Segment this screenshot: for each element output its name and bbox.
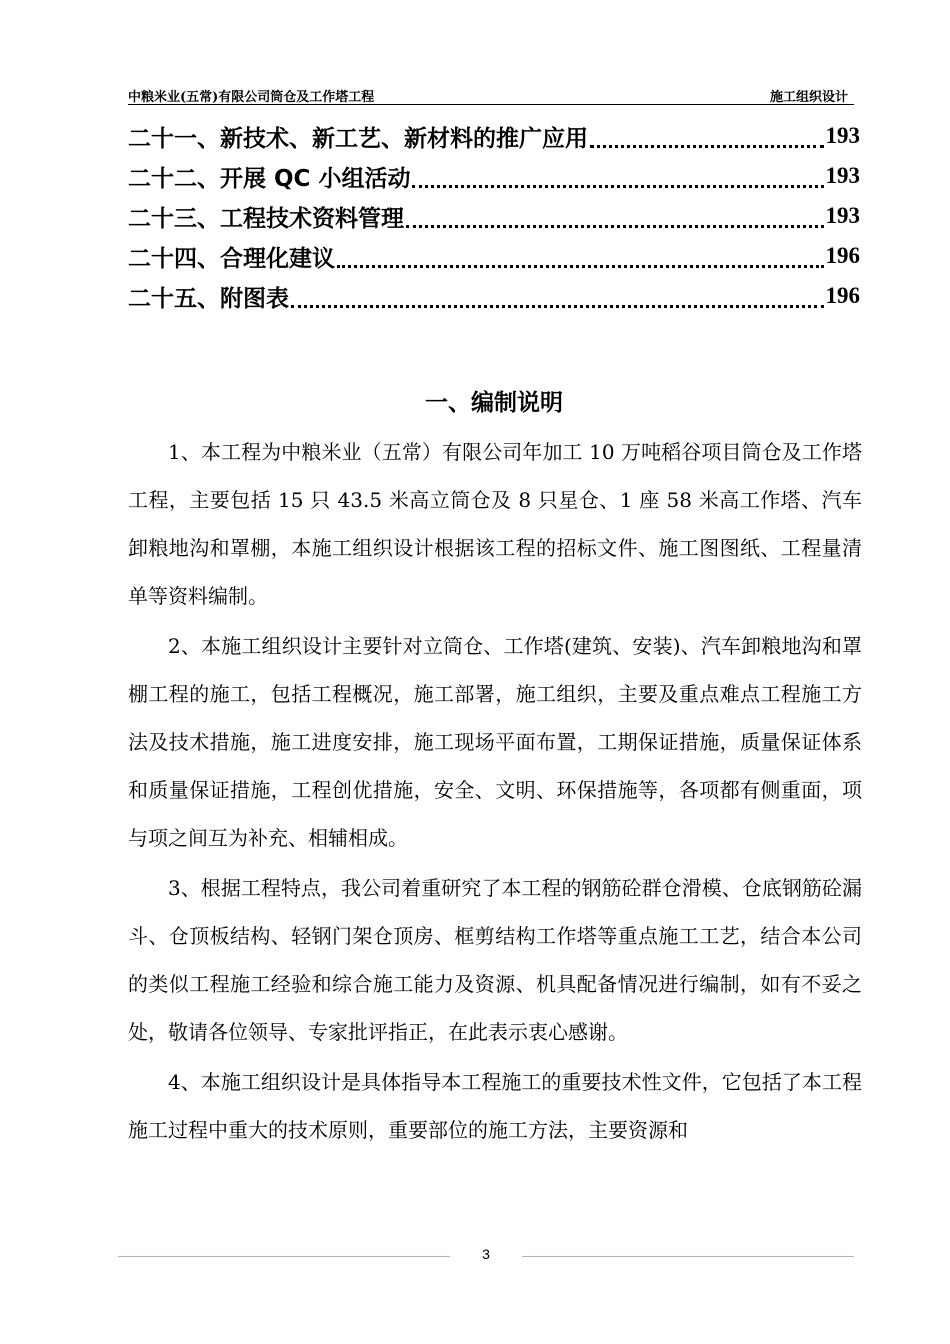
toc-leader-dots xyxy=(590,145,824,148)
toc-leader-dots xyxy=(337,265,824,268)
section-title: 一、编制说明 xyxy=(425,390,563,416)
toc-item-page: 193 xyxy=(825,163,860,188)
page-number: 3 xyxy=(482,1246,490,1262)
toc-item-label: 二十四、合理化建议 xyxy=(128,245,335,272)
body-paragraph: 4、本施工组织设计是具体指导本工程施工的重要技术性文件，它包括了本工程施工过程中重大的技术原则，重要部位的施工方法，主要资源和 xyxy=(128,1070,862,1142)
toc-item[interactable] xyxy=(128,116,860,156)
toc-leader-dots xyxy=(406,225,824,228)
toc-item[interactable] xyxy=(128,196,860,236)
toc-item[interactable] xyxy=(128,276,860,316)
toc-item-page: 193 xyxy=(825,123,860,148)
toc-item-label: 二十五、附图表 xyxy=(128,285,289,312)
toc-leader-dots xyxy=(291,305,824,308)
toc-item-label: 二十二、开展 QC 小组活动 xyxy=(128,165,411,192)
toc-item-label: 二十一、新技术、新工艺、新材料的推广应用 xyxy=(128,125,588,152)
toc-item-page: 196 xyxy=(825,243,860,268)
toc-item[interactable] xyxy=(128,236,860,276)
body-paragraph: 3、根据工程特点，我公司着重研究了本工程的钢筋砼群仓滑模、仓底钢筋砼漏斗、仓顶板结构、轻钢门架仓顶房、框剪结构工作塔等重点施工工艺，结合本公司的类似工程施工经验和综合施工能力及资源、机具配备情况进行编制，如有不妥之处，敬请各位领导、专家批评指正，在此表示衷心感谢。 xyxy=(128,876,862,1044)
section-body xyxy=(128,428,862,1156)
toc-leader-dots xyxy=(412,185,823,188)
toc-item-page: 196 xyxy=(825,283,860,308)
page-header xyxy=(128,84,854,105)
header-project-name: 中粮米业(五常)有限公司筒仓及工作塔工程 xyxy=(128,90,375,105)
toc-item[interactable] xyxy=(128,156,860,196)
header-document-type: 施工组织设计 xyxy=(769,90,848,105)
page-footer xyxy=(118,1244,854,1264)
body-paragraph: 1、本工程为中粮米业（五常）有限公司年加工 10 万吨稻谷项目筒仓及工作塔工程，主要包括 15 只 43.5 米高立筒仓及 8 只星仓、1 座 58 米高工作塔、汽车卸粮地沟和罩棚，本施工组织设计根据该工程的招标文件、施工图图纸、工程量清单等资料编制。 xyxy=(128,440,862,608)
table-of-contents xyxy=(128,116,860,316)
footer-rule-right xyxy=(522,1256,854,1257)
toc-item-page: 193 xyxy=(825,203,860,228)
body-paragraph: 2、本施工组织设计主要针对立筒仓、工作塔(建筑、安装)、汽车卸粮地沟和罩棚工程的施工，包括工程概况，施工部署，施工组织，主要及重点难点工程施工方法及技术措施，施工进度安排，施工现场平面布置，工期保证措施，质量保证体系和质量保证措施，工程创优措施，安全、文明、环保措施等，各项都有侧重面，项与项之间互为补充、相辅相成。 xyxy=(128,634,862,850)
toc-item-label: 二十三、工程技术资料管理 xyxy=(128,205,404,232)
